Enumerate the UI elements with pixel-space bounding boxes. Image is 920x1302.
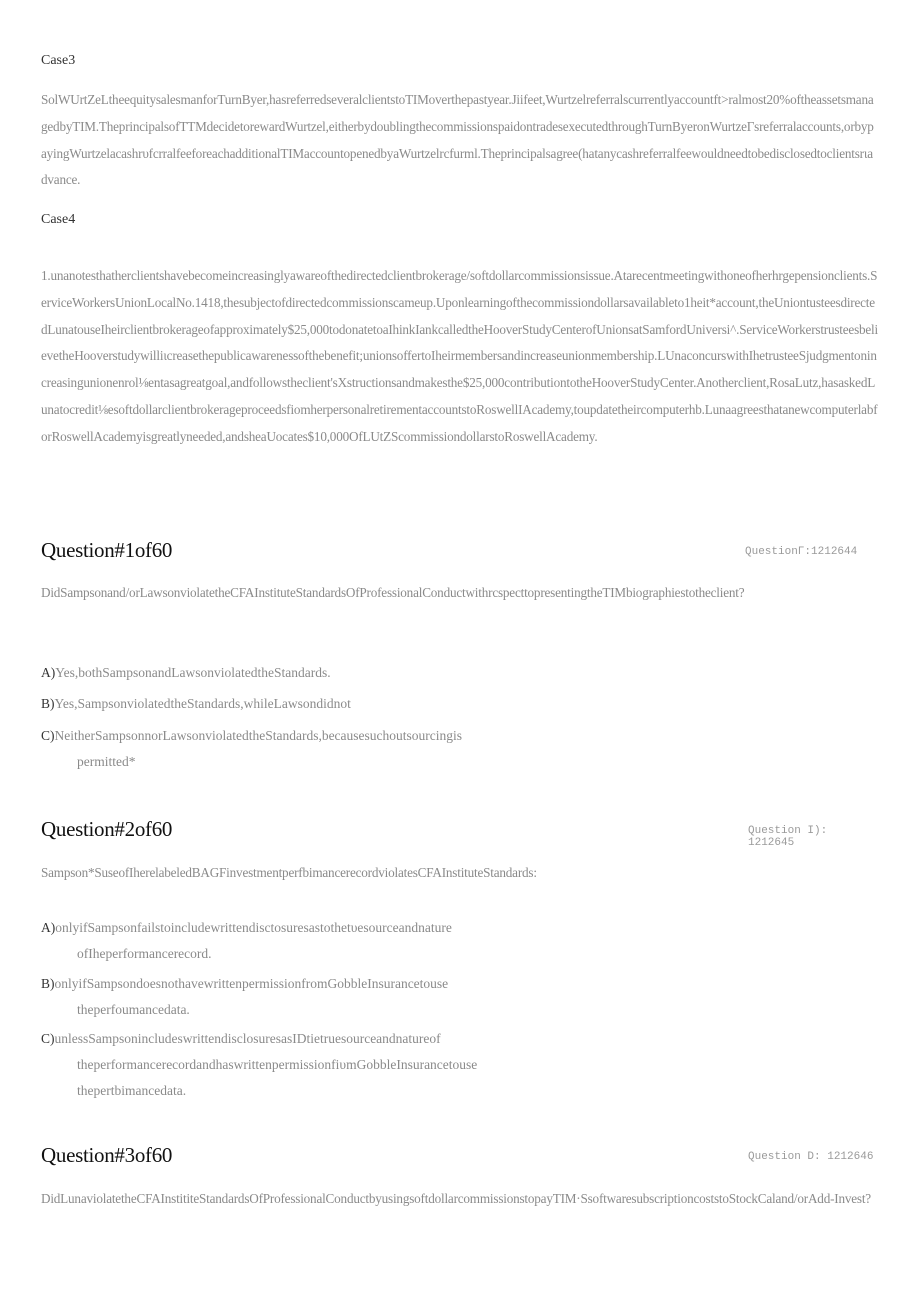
case4-title: Case4	[41, 212, 76, 227]
question-2-text: Sampson*SuseofIherelabeledBAGFinvestmentperfbimancerecordviolatesCFAInstituteStandards:	[41, 865, 537, 880]
option-letter: B)	[41, 696, 55, 711]
option-text: onlyifSampsonfailstoincludewrittendisctosuresastothetυesourceandnature	[55, 920, 452, 935]
case3-title: Case3	[41, 53, 76, 68]
question-1-option-b[interactable]	[41, 691, 601, 717]
question-1-option-c[interactable]	[41, 723, 601, 775]
question-1-option-a[interactable]	[41, 660, 601, 686]
option-letter: C)	[41, 728, 55, 743]
case3-text: SolWUrtZeLtheequitysalesmanforTurnByer,hasreferredseveralclientstoTIMoverthepastyear.Jiifeet,Wurtzelreferralscurrentlyaccountft>ralmost20%oftheassetsmanagedbyTIM.TheprincipalsofTTMdecidetorewardWurtzel,eitherbydoublingthecommissionspaidontradesexecutedthroughTurnByeronWurtzeΓsreferralaccounts,orbypayingWurtzelacashrυfcrralfeeforeachadditionalTIMaccountopenedbyaWurtzelrcfurml.Theprincipalsagree(hatanycashreferralfeewouldneedtobedisclosedtoclientsrιadvance.	[41, 92, 874, 188]
option-text: Yes,bothSampsonandLawsonviolatedtheStandards.	[55, 665, 331, 680]
question-3-id: Question D: 1212646	[748, 1151, 874, 1163]
question-2-option-b[interactable]	[41, 971, 601, 1023]
question-3-text: DidLunaviolatetheCFAInstititeStandardsOfProfessionalConductbyusingsoftdollarcommissionstopayTIM·SsoftwaresubscriptioncoststoStockCaland/orAdd-Invest?	[41, 1191, 871, 1206]
option-letter: C)	[41, 1031, 55, 1046]
question-2-option-c[interactable]	[41, 1026, 601, 1104]
question-1-id: QuestionΓ:1212644	[745, 546, 858, 558]
option-text: unlessSampsonincludeswrittendisclosuresasIDtietruesourceandnatureof	[54, 1031, 441, 1046]
option-text-continued: thepertbimancedata.	[77, 1083, 187, 1098]
question-1-title: Question#1of60	[41, 538, 173, 562]
question-2-id: Question I): 1212645	[748, 825, 828, 849]
case4-text: 1.unanotesthatherclientshavebecomeincreasinglyawareofthedirectedclientbrokerage/softdollarcommissionsissue.Atarecentmeetingwithoneofherhrgepensionclients.ServiceWorkersUnionLocalNo.1418,thesubjectofdirectedcommissionscameup.Uponlearningofthecommissiondollarsavailableto1heit*account,theUniontusteesdirectedLunatouseIheirclientbrokerageofapproximately$25,000todonatetoaIhinkIankcalledtheHooverStudyCenterofUnionsatSamfordUniversi^.ServiceWorkerstrusteesbelievetheHooverstudywilliιcreasethepublicawarenessofthebenefit;unionsoffertoIheirmembersandincreaseunionmembership.LUnaconcurswithIhetrusteeSjudgmentonincreasingunionenrol⅛entasagreatgoal,andfollowstheclient'sXstructionsandmakesthe$25,000contributiontotheHooverStudyCenter.Anotherclient,RosaLutz,hasaskedLunatocredit⅛esoftdollarclientbrokerageproceedsfiomherpersonalretirementaccountstoRoswellIAcademy,toupdatetheircomputerhb.LunaagreesthatanewcomputerlabforRoswellAcademyisgreatlyneeded,andsheaUocates$10,000OfLUtZScommissiondollarstoRoswellAcademy.	[41, 268, 878, 444]
option-letter: A)	[41, 920, 56, 935]
option-text: onlyifSampsondoesnothavewrittenpermissionfromGobbleInsurancetouse	[54, 976, 449, 991]
option-text-continued: theperformancerecordandhaswrittenpermissionfiυmGobbleInsurancetouse	[77, 1057, 478, 1072]
question-2-header	[41, 817, 879, 847]
option-text: NeitherSampsonnorLawsonviolatedtheStandards,becausesuchoutsourcingis	[54, 728, 463, 743]
option-text-continued: permitted*	[77, 754, 136, 769]
question-2-option-a[interactable]	[41, 915, 601, 967]
question-1-text: DidSampsonand/orLawsonviolatetheCFAInstituteStandardsOfProfessionalConductwithrcspecttopresentingtheTIMbiographiestotheclient?	[41, 585, 745, 600]
question-3-header	[41, 1143, 879, 1173]
option-text-continued: ofIheperformancerecord.	[77, 946, 212, 961]
option-letter: A)	[41, 665, 56, 680]
option-text-continued: theperfoumancedata.	[77, 1002, 190, 1017]
option-letter: B)	[41, 976, 55, 991]
question-1-header	[41, 538, 879, 568]
option-text: Yes,SampsonviolatedtheStandards,whileLawsondidnot	[54, 696, 351, 711]
question-2-title: Question#2of60	[41, 817, 173, 841]
question-3-title: Question#3of60	[41, 1143, 173, 1167]
